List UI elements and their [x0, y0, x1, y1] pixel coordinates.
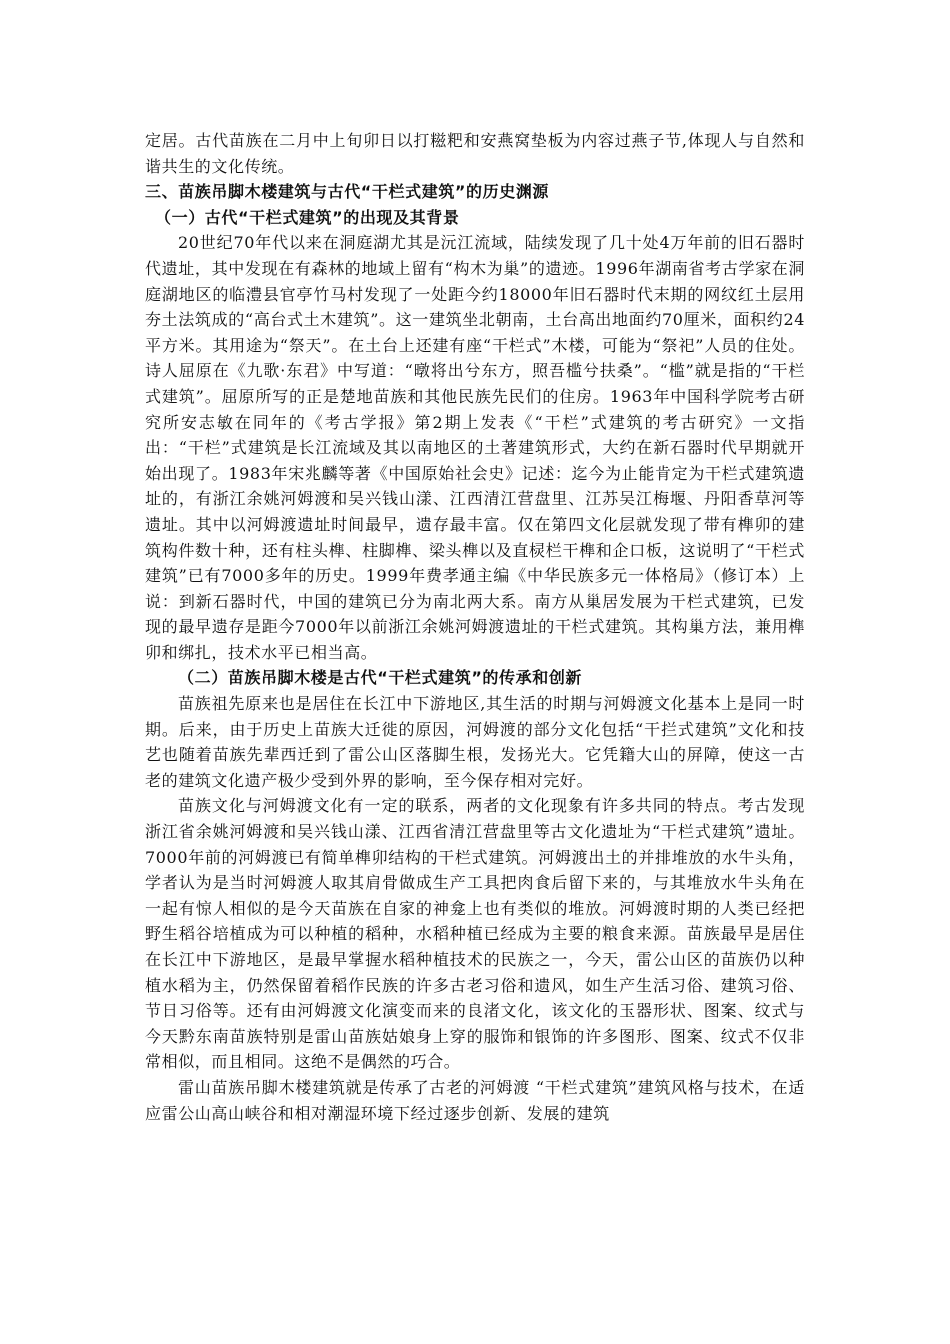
paragraph: 苗族祖先原来也是居住在长江中下游地区,其生活的时期与河姆渡文化基本上是同一时期。后来，由于历史上苗族大迁徙的原因，河姆渡的部分文化包括“干拦式建筑”文化和技艺也随着苗族先辈西迁到了雷公山区落脚生根，发扬光大。它凭籍大山的屏障，使这一古老的建筑文化遗产极少受到外界的影响，至今保存相对完好。	[145, 694, 805, 790]
paragraph: 20世纪70年代以来在洞庭湖尤其是沅江流域，陆续发现了几十处4万年前的旧石器时代遗址，其中发现在有森林的地域上留有“构木为巢”的遗迹。1996年湖南省考古学家在洞庭湖地区的临澧县官亭竹马村发现了一处距今约18000年旧石器时代末期的网纹红土层用夯土法筑成的“高台式土木建筑”。这一建筑坐北朝南，土台高出地面约70厘米，面积约24平方米。其用途为“祭天”。在土台上还建有座“干栏式”木楼，可能为“祭祀”人员的住处。诗人屈原在《九歌·东君》中写道：“暾将出兮东方，照吾槛兮扶桑”。“槛”就是指的“干栏式建筑”。屈原所写的正是楚地苗族和其他民族先民们的住房。1963年中国科学院考古研究所安志敏在同年的《考古学报》第2期上发表《“干栏”式建筑的考古研究》一文指出：“干栏”式建筑是长江流域及其以南地区的土著建筑形式，大约在新石器时代早期就开始出现了。1983年宋兆麟等著《中国原始社会史》记述：迄今为止能肯定为干栏式建筑遗址的，有浙江余姚河姆渡和吴兴钱山漾、江西清江营盘里、江苏吴江梅堰、丹阳香草河等遗址。其中以河姆渡遗址时间最早，遗存最丰富。仅在第四文化层就发现了带有榫卯的建筑构件数十种，还有柱头榫、柱脚榫、梁头榫以及直棂栏干榫和企口板，这说明了“干栏式建筑”已有7000多年的历史。1999年费孝通主编《中华民族多元一体格局》（修订本）上说：到新石器时代，中国的建筑已分为南北两大系。南方从巢居发展为干栏式建筑，已发现的最早遗存是距今7000年以前浙江余姚河姆渡遗址的干栏式建筑。其构巢方法，兼用榫卯和绑扎，技术水平已相当高。	[145, 233, 805, 662]
subsection-heading-1: （一）古代“干栏式建筑”的出现及其背景	[155, 207, 460, 227]
subsection-heading-2: （二）苗族吊脚木楼是古代“干栏式建筑”的传承和创新	[178, 668, 583, 688]
paragraph: 雷山苗族吊脚木楼建筑就是传承了古老的河姆渡 “干栏式建筑”建筑风格与技术，在适应雷公山高山峡谷和相对潮湿环境下经过逐步创新、发展的建筑	[145, 1077, 805, 1123]
paragraph: 苗族文化与河姆渡文化有一定的联系，两者的文化现象有许多共同的特点。考古发现浙江省余姚河姆渡和吴兴钱山漾、江西省清江营盘里等古文化遗址为“干栏式建筑”遗址。7000年前的河姆渡已有简单榫卯结构的干栏式建筑。河姆渡出土的并排堆放的水牛头角，学者认为是当时河姆渡人取其肩骨做成生产工具把肉食后留下来的，与其堆放水牛头角在一起有惊人相似的是今天苗族在自家的神龛上也有类似的堆放。河姆渡时期的人类已经把野生稻谷培植成为可以种植的稻种，水稻种植已经成为主要的粮食来源。苗族最早是居住在长江中下游地区，是最早掌握水稻种植技术的民族之一，今天，雷公山区的苗族仍以种植水稻为主，仍然保留着稻作民族的许多古老习俗和遗风，如生产生活习俗、建筑习俗、节日习俗等。还有由河姆渡文化演变而来的良渚文化，该文化的玉器形状、图案、纹式与今天黔东南苗族特别是雷山苗族姑娘身上穿的服饰和银饰的许多图形、图案、纹式不仅非常相似，而且相同。这绝不是偶然的巧合。	[145, 796, 805, 1072]
paragraph-continued: 定居。古代苗族在二月中上旬卯日以打糍粑和安燕窝垫板为内容过燕子节,体现人与自然和谐共生的文化传统。	[145, 131, 805, 176]
document-body	[145, 128, 805, 1126]
section-heading: 三、苗族吊脚木楼建筑与古代“干栏式建筑”的历史渊源	[145, 182, 550, 202]
